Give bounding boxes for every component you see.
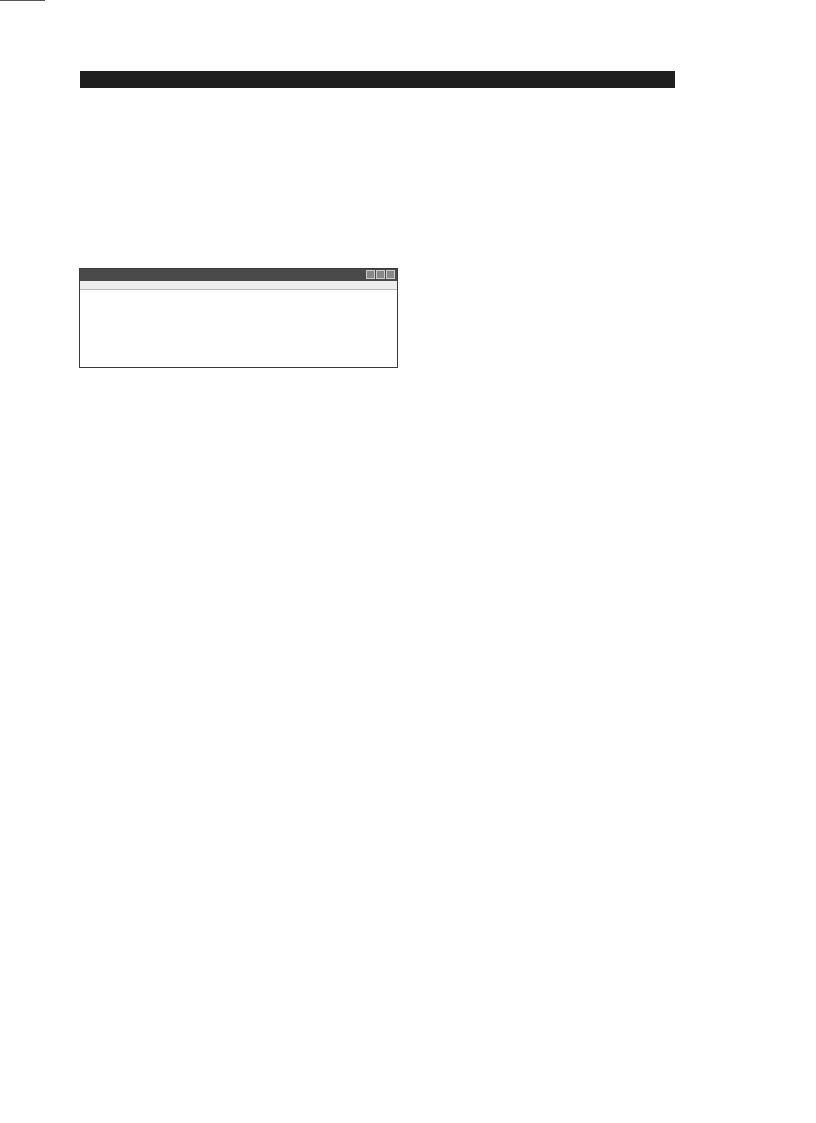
browser-title-bar: [80, 269, 397, 281]
minimize-icon: [366, 270, 375, 279]
close-icon: [386, 270, 395, 279]
technique-banner: [80, 71, 675, 88]
window-controls: [366, 270, 395, 279]
crop-mark: [0, 0, 45, 1]
maximize-icon: [376, 270, 385, 279]
browser-window-screenshot: [79, 268, 398, 368]
browser-menu-bar: [80, 281, 397, 290]
figure-36-1: [79, 268, 398, 368]
